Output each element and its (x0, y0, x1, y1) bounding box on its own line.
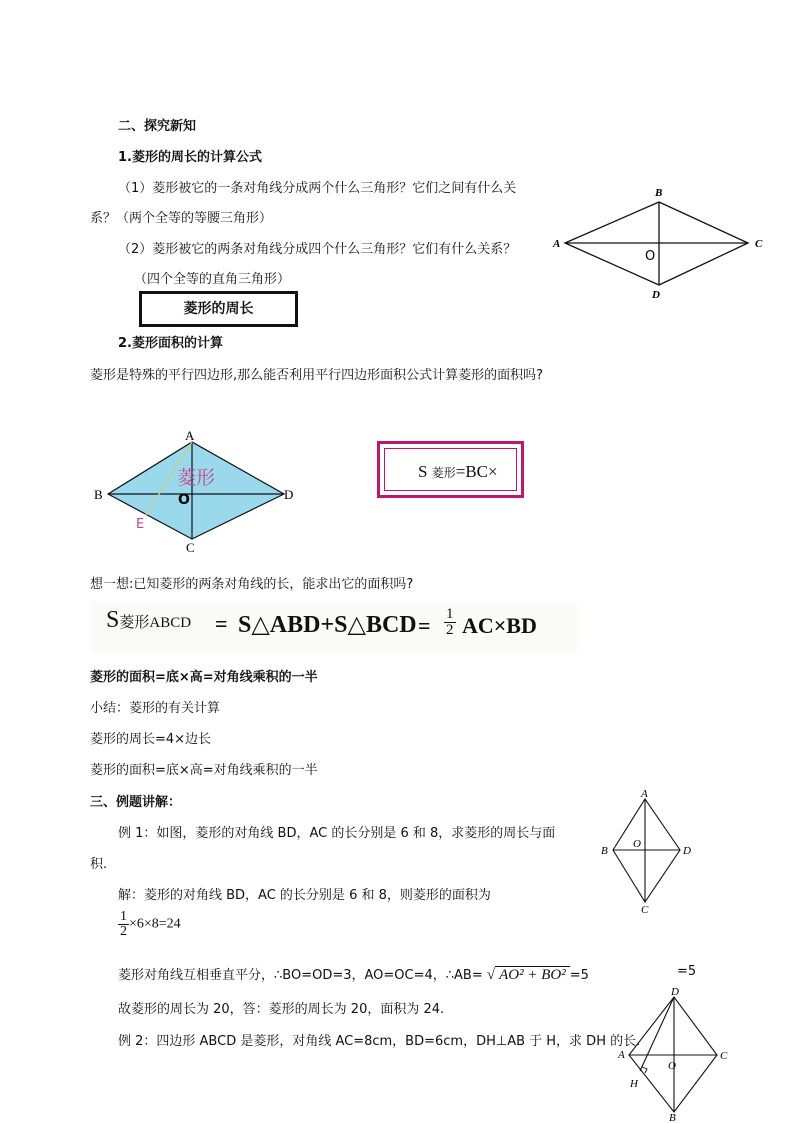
formula-tail: AC×BD (462, 613, 537, 638)
label-d: D (652, 289, 660, 301)
subheading-area: 2.菱形面积的计算 (118, 336, 223, 351)
example-2: 例 2：四边形 ABCD 是菱形，对角线 AC=8cm，BD=6cm，DH⊥AB 于 H，求 DH 的长. (118, 1034, 641, 1049)
rhombus-fill (108, 442, 284, 539)
formula-eq-2: = (418, 613, 431, 638)
label-d: D (671, 986, 679, 998)
label-a: A (618, 1049, 625, 1061)
sqrt-expression: AO² + BO² (495, 966, 570, 984)
label-e: E (136, 517, 145, 532)
label-b: B (655, 187, 663, 199)
label-c: C (720, 1050, 728, 1062)
label-o: O (178, 492, 190, 508)
solution-extra-eq: =5 (677, 964, 697, 979)
label-o: O (645, 249, 656, 264)
solution-area-calc: $\frac{1}{2}$ ×6×8=24 (120, 909, 181, 939)
question-2-line-1: （2）菱形被它的两条对角线分成四个什么三角形？它们有什么关系？ (118, 242, 517, 257)
label-a: A (641, 788, 648, 800)
rhombus-figure-4 (612, 985, 737, 1123)
label-o: O (633, 838, 641, 850)
subheading-perimeter: 1.菱形的周长的计算公式 (118, 150, 262, 165)
formula-sum: S△ABD+S△BCD (238, 612, 417, 638)
section-heading-3: 三、例题讲解： (90, 795, 182, 810)
section-heading-2: 二、探究新知 (118, 119, 197, 134)
example-1-line-1: 例 1：如图，菱形的对角线 BD，AC 的长分别是 6 和 8，求菱形的周长与面 (118, 826, 556, 841)
label-b: B (94, 487, 103, 502)
area-formula-box (377, 441, 524, 498)
area-formula-banner (92, 601, 577, 653)
question-2-line-2: （四个全等的直角三角形） (134, 272, 291, 287)
label-rhombus: 菱形 (177, 467, 216, 489)
formula-eq-1: = (215, 611, 228, 636)
rhombus-figure-1 (545, 180, 775, 305)
area-question: 菱形是特殊的平行四边形,那么能否利用平行四边形面积公式计算菱形的面积吗? (90, 368, 544, 383)
area-formula-text: S 菱形=BC× (418, 462, 498, 481)
question-1-line-2: 系？（两个全等的等腰三角形） (90, 211, 273, 226)
label-b: B (669, 1112, 676, 1123)
label-o: O (668, 1060, 676, 1072)
label-c: C (755, 238, 763, 250)
example-1-line-2: 积. (90, 857, 108, 872)
area-rule-bold: 菱形的面积=底×高=对角线乘积的一半 (90, 670, 318, 685)
solution-line-2: 菱形对角线互相垂直平分，∴BO=OD=3，AO=OC=4，∴AB= √ AO² + BO² =5 (118, 967, 589, 983)
area-rule: 菱形的面积=底×高=对角线乘积的一半 (90, 763, 318, 778)
rhombus-figure-3 (595, 785, 705, 915)
formula-half: $\frac{1}{2}$ (446, 606, 454, 638)
summary: 小结：菱形的有关计算 (90, 701, 221, 716)
label-b: B (601, 845, 608, 857)
label-h: H (630, 1078, 638, 1090)
think-question: 想一想:已知菱形的两条对角线的长，能求出它的面积吗? (90, 577, 414, 592)
perimeter-box: 菱形的周长 (139, 291, 298, 327)
label-a: A (185, 428, 195, 443)
label-d: D (683, 845, 691, 857)
solution-line-3: 故菱形的周长为 20，答：菱形的周长为 20，面积为 24. (118, 1002, 445, 1017)
label-c: C (186, 540, 195, 555)
label-a: A (553, 238, 561, 250)
question-1-line-1: （1）菱形被它的一条对角线分成两个什么三角形？它们之间有什么关 (118, 181, 517, 196)
rhombus-figure-2 (88, 428, 303, 556)
perimeter-rule: 菱形的周长=4×边长 (90, 732, 212, 747)
label-d: D (284, 487, 294, 502)
solution-line-1: 解：菱形的对角线 BD，AC 的长分别是 6 和 8，则菱形的面积为 (118, 888, 491, 903)
label-c: C (641, 904, 649, 915)
formula-left: S菱形ABCD (106, 607, 192, 633)
